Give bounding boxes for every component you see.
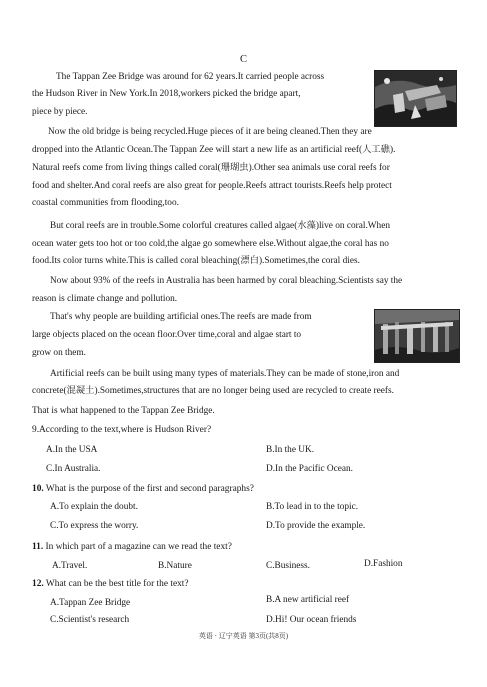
question-12-option-b: B.A new artificial reef [266,595,350,605]
question-10-option-b: B.To lead in to the topic. [266,502,359,512]
passage-line: the Hudson River in New York.In 2018,workers picked the bridge apart, [32,89,301,99]
passage-line: large objects placed on the ocean floor.Over time,coral and algae start to [32,330,302,340]
question-11-option-a: A.Travel. [52,561,88,571]
question-11-option-c: C.Business. [266,561,310,571]
passage-line: Artificial reefs can be built using many types of materials.They can be made of stone,iron and [50,369,400,379]
passage-line: piece by piece. [32,107,88,117]
passage-line: reason is climate change and pollution. [32,294,178,304]
question-12-stem: What can be the best title for the text? [45,579,189,589]
question-11-stem: In which part of a magazine can we read the text? [45,542,232,552]
passage-line: food and shelter.And coral reefs are also great for people.Reefs attract tourists.Reefs help protect [32,181,392,191]
question-9-option-a: A.In the USA [46,445,98,455]
passage-line: dropped into the Atlantic Ocean.The Tappan Zee will start a new life as an artificial reef(人工礁). [32,145,396,155]
question-12-option-d: D.Hi! Our ocean friends [266,615,357,625]
passage-line: concrete(混凝土).Sometimes,structures that are no longer being used are recycled to create reefs. [32,386,394,396]
question-10-stem: What is the purpose of the first and second paragraphs? [45,484,254,494]
artificial-reef-photo [374,309,460,363]
page-footer: 英语 · 辽宁英语 第3页(共8页) [198,632,289,640]
question-11 [32,541,232,554]
passage-line: coastal communities from flooding,too. [32,198,179,208]
passage-line: But coral reefs are in trouble.Some colorful creatures called algae(水藻)live on coral.When [50,221,390,231]
question-9-stem: 9.According to the text,where is Hudson River? [32,425,212,435]
passage-line: food.Its color turns white.This is called coral bleaching(漂白).Sometimes,the coral dies. [32,256,360,266]
question-12-option-a: A.Tappan Zee Bridge [50,598,131,608]
question-10-option-d: D.To provide the example. [266,521,366,531]
question-10 [32,483,254,496]
section-label: C [239,54,247,65]
question-10-number: 10. [32,484,44,494]
question-10-option-a: A.To explain the doubt. [50,502,138,512]
passage-line: grow on them. [32,348,86,358]
question-9-option-b: B.In the UK. [266,445,315,455]
question-12 [32,578,189,591]
passage-line: ocean water gets too hot or too cold,the algae go somewhere else.Without algae,the coral has no [32,239,389,249]
passage-line: Now about 93% of the reefs in Australia has been harmed by coral bleaching.Scientists say the [50,276,403,286]
question-11-option-b: B.Nature [158,561,192,571]
passage-line: That is what happened to the Tappan Zee Bridge. [32,406,215,416]
question-9-option-c: C.In Australia. [46,464,101,474]
question-9-option-d: D.In the Pacific Ocean. [266,464,353,474]
passage-line: Now the old bridge is being recycled.Huge pieces of it are being cleaned.Then they are [48,127,372,137]
bridge-reef-photo [374,70,457,127]
question-11-number: 11. [32,542,44,552]
question-12-option-c: C.Scientist's research [50,615,130,625]
passage-line: The Tappan Zee Bridge was around for 62 years.It carried people across [56,72,325,82]
question-12-number: 12. [32,579,44,589]
passage-line: That's why people are building artificial ones.The reefs are made from [50,312,312,322]
question-10-option-c: C.To express the worry. [50,521,139,531]
question-11-option-d: D.Fashion [364,559,403,569]
passage-line: Natural reefs come from living things called coral(珊瑚虫).Other sea animals use coral reefs for [32,163,390,173]
